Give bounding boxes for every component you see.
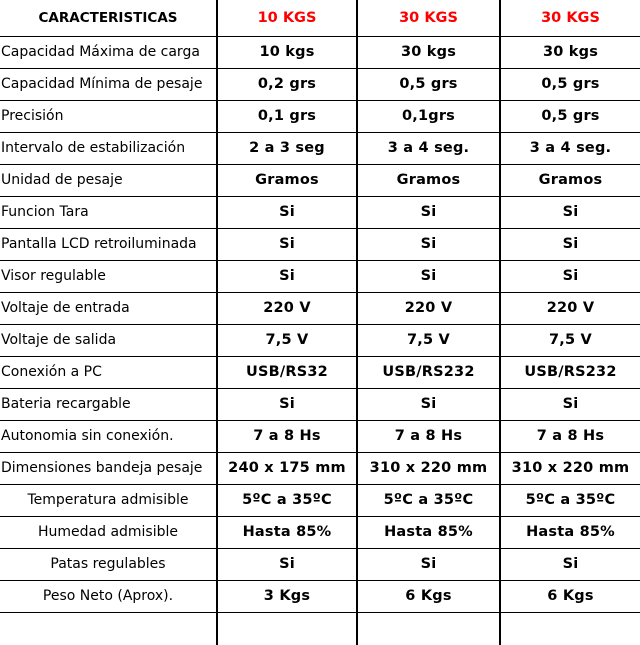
row-value: Si xyxy=(500,228,640,260)
row-value: 220 V xyxy=(217,292,357,324)
row-value: 5ºC a 35ºC xyxy=(500,484,640,516)
row-label: Patas regulables xyxy=(0,548,217,580)
row-value: Si xyxy=(217,196,357,228)
table-row xyxy=(0,36,640,68)
specifications-body xyxy=(0,36,640,645)
model-header-30kgs-a: 30 KGS xyxy=(357,0,500,36)
row-value: 7,5 V xyxy=(357,324,500,356)
table-row xyxy=(0,100,640,132)
model-header-10kgs: 10 KGS xyxy=(217,0,357,36)
row-value: Si xyxy=(217,260,357,292)
row-value: USB/RS32 xyxy=(217,356,357,388)
row-value: 2 a 3 seg xyxy=(217,132,357,164)
table-row xyxy=(0,484,640,516)
row-value: 0,2 grs xyxy=(217,68,357,100)
row-value: Hasta 85% xyxy=(500,516,640,548)
row-value: 310 x 220 mm xyxy=(357,452,500,484)
table-row xyxy=(0,68,640,100)
row-value: Si xyxy=(357,228,500,260)
row-value: 220 V xyxy=(357,292,500,324)
row-value: Si xyxy=(500,548,640,580)
row-value: Si xyxy=(500,260,640,292)
row-value: 5ºC a 35ºC xyxy=(217,484,357,516)
row-label: Pantalla LCD retroiluminada xyxy=(0,228,217,260)
row-value: Si xyxy=(357,388,500,420)
header-row xyxy=(0,0,640,36)
table-row xyxy=(0,452,640,484)
empty-cell xyxy=(500,612,640,645)
row-value: USB/RS232 xyxy=(357,356,500,388)
model-header-30kgs-b: 30 KGS xyxy=(500,0,640,36)
row-label: Voltaje de entrada xyxy=(0,292,217,324)
characteristics-header: CARACTERISTICAS xyxy=(0,0,217,36)
row-value: 6 Kgs xyxy=(357,580,500,612)
row-label: Humedad admisible xyxy=(0,516,217,548)
row-label: Voltaje de salida xyxy=(0,324,217,356)
row-label: Temperatura admisible xyxy=(0,484,217,516)
row-label: Intervalo de estabilización xyxy=(0,132,217,164)
row-value: 310 x 220 mm xyxy=(500,452,640,484)
row-label: Dimensiones bandeja pesaje xyxy=(0,452,217,484)
row-label: Capacidad Máxima de carga xyxy=(0,36,217,68)
row-value: 3 Kgs xyxy=(217,580,357,612)
row-value: Hasta 85% xyxy=(217,516,357,548)
table-row xyxy=(0,548,640,580)
row-value: 0,5 grs xyxy=(357,68,500,100)
table-row xyxy=(0,324,640,356)
row-label: Conexión a PC xyxy=(0,356,217,388)
row-label: Capacidad Mínima de pesaje xyxy=(0,68,217,100)
row-value: 7 a 8 Hs xyxy=(217,420,357,452)
row-value: 0,5 grs xyxy=(500,68,640,100)
row-label: Visor regulable xyxy=(0,260,217,292)
empty-cell xyxy=(217,612,357,645)
table-row xyxy=(0,260,640,292)
row-label: Unidad de pesaje xyxy=(0,164,217,196)
row-value: Hasta 85% xyxy=(357,516,500,548)
row-value: 7 a 8 Hs xyxy=(500,420,640,452)
table-row xyxy=(0,228,640,260)
empty-cell xyxy=(0,612,217,645)
row-label: Autonomia sin conexión. xyxy=(0,420,217,452)
row-value: 30 kgs xyxy=(357,36,500,68)
row-value: 7,5 V xyxy=(217,324,357,356)
row-value: Si xyxy=(357,548,500,580)
table-row xyxy=(0,388,640,420)
row-value: 30 kgs xyxy=(500,36,640,68)
row-value: 7,5 V xyxy=(500,324,640,356)
row-value: Gramos xyxy=(217,164,357,196)
row-value: 10 kgs xyxy=(217,36,357,68)
row-value: 220 V xyxy=(500,292,640,324)
row-value: Si xyxy=(357,260,500,292)
row-value: 6 Kgs xyxy=(500,580,640,612)
table-row xyxy=(0,356,640,388)
row-value: USB/RS232 xyxy=(500,356,640,388)
row-value: 0,5 grs xyxy=(500,100,640,132)
table-row xyxy=(0,420,640,452)
row-value: 7 a 8 Hs xyxy=(357,420,500,452)
row-value: 0,1grs xyxy=(357,100,500,132)
row-label: Precisión xyxy=(0,100,217,132)
row-value: Si xyxy=(357,196,500,228)
row-label: Peso Neto (Aprox). xyxy=(0,580,217,612)
empty-cell xyxy=(357,612,500,645)
row-value: Si xyxy=(500,388,640,420)
row-value: 240 x 175 mm xyxy=(217,452,357,484)
row-value: Si xyxy=(217,228,357,260)
row-label: Funcion Tara xyxy=(0,196,217,228)
row-value: 5ºC a 35ºC xyxy=(357,484,500,516)
row-value: Si xyxy=(500,196,640,228)
row-value: Gramos xyxy=(357,164,500,196)
table-row xyxy=(0,292,640,324)
table-row xyxy=(0,580,640,612)
row-value: 3 a 4 seg. xyxy=(500,132,640,164)
row-value: 3 a 4 seg. xyxy=(357,132,500,164)
row-value: Gramos xyxy=(500,164,640,196)
row-label: Bateria recargable xyxy=(0,388,217,420)
row-value: Si xyxy=(217,548,357,580)
table-row xyxy=(0,516,640,548)
row-value: Si xyxy=(217,388,357,420)
table-row xyxy=(0,164,640,196)
row-value: 0,1 grs xyxy=(217,100,357,132)
table-row xyxy=(0,132,640,164)
table-row xyxy=(0,196,640,228)
table-tail xyxy=(0,612,640,645)
